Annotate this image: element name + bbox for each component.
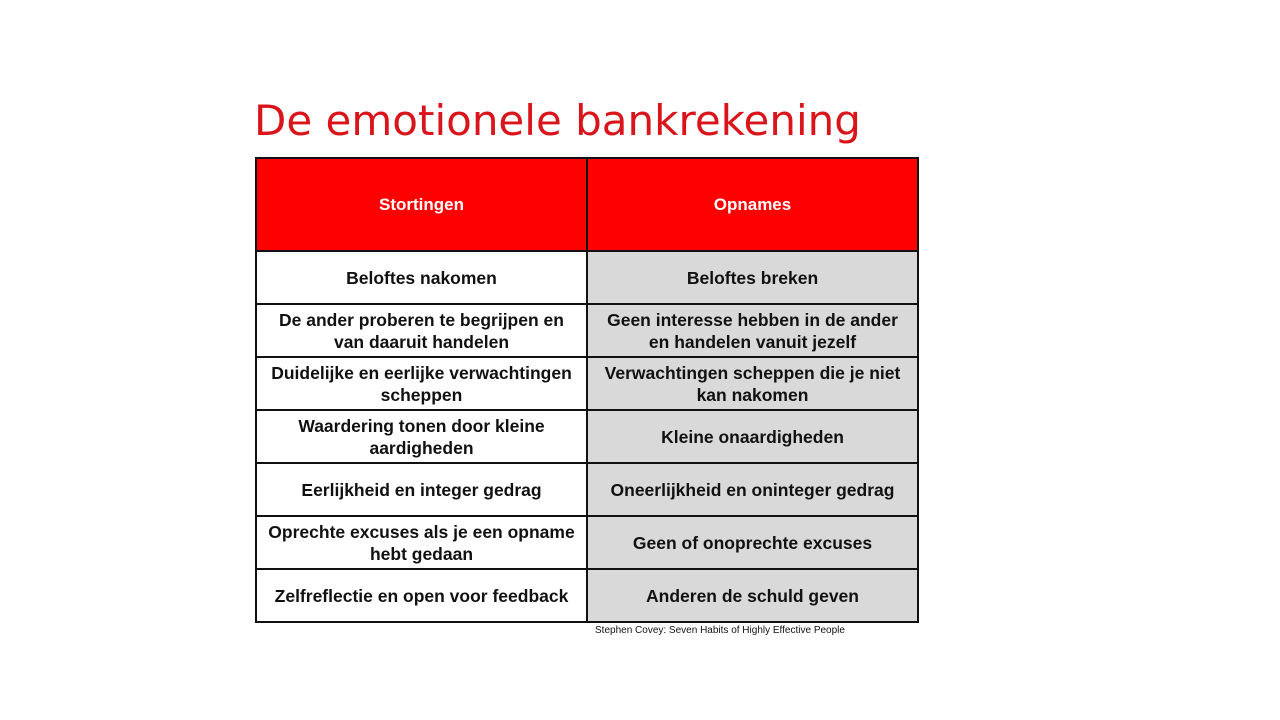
- deposit-cell: Waardering tonen door kleine aardigheden: [256, 410, 587, 463]
- table-row: [256, 251, 918, 304]
- table-row: [256, 410, 918, 463]
- header-withdrawals: Opnames: [587, 158, 918, 251]
- deposit-cell: Beloftes nakomen: [256, 251, 587, 304]
- withdrawal-cell: Geen interesse hebben in de ander en handelen vanuit jezelf: [587, 304, 918, 357]
- withdrawal-cell: Geen of onoprechte excuses: [587, 516, 918, 569]
- withdrawal-cell: Kleine onaardigheden: [587, 410, 918, 463]
- bank-account-table: [255, 157, 919, 623]
- withdrawal-cell: Oneerlijkheid en oninteger gedrag: [587, 463, 918, 516]
- deposit-cell: Zelfreflectie en open voor feedback: [256, 569, 587, 622]
- withdrawal-cell: Beloftes breken: [587, 251, 918, 304]
- table-row: [256, 569, 918, 622]
- deposit-cell: Duidelijke en eerlijke verwachtingen scheppen: [256, 357, 587, 410]
- slide-title: De emotionele bankrekening: [254, 96, 861, 145]
- deposit-cell: Oprechte excuses als je een opname hebt gedaan: [256, 516, 587, 569]
- withdrawal-cell: Anderen de schuld geven: [587, 569, 918, 622]
- deposit-cell: De ander proberen te begrijpen en van daaruit handelen: [256, 304, 587, 357]
- table-header-row: [256, 158, 918, 251]
- withdrawal-cell: Verwachtingen scheppen die je niet kan nakomen: [587, 357, 918, 410]
- table-row: [256, 357, 918, 410]
- table-row: [256, 304, 918, 357]
- header-deposits: Stortingen: [256, 158, 587, 251]
- table-row: [256, 463, 918, 516]
- source-citation: Stephen Covey: Seven Habits of Highly Effective People: [595, 625, 845, 636]
- deposit-cell: Eerlijkheid en integer gedrag: [256, 463, 587, 516]
- table-row: [256, 516, 918, 569]
